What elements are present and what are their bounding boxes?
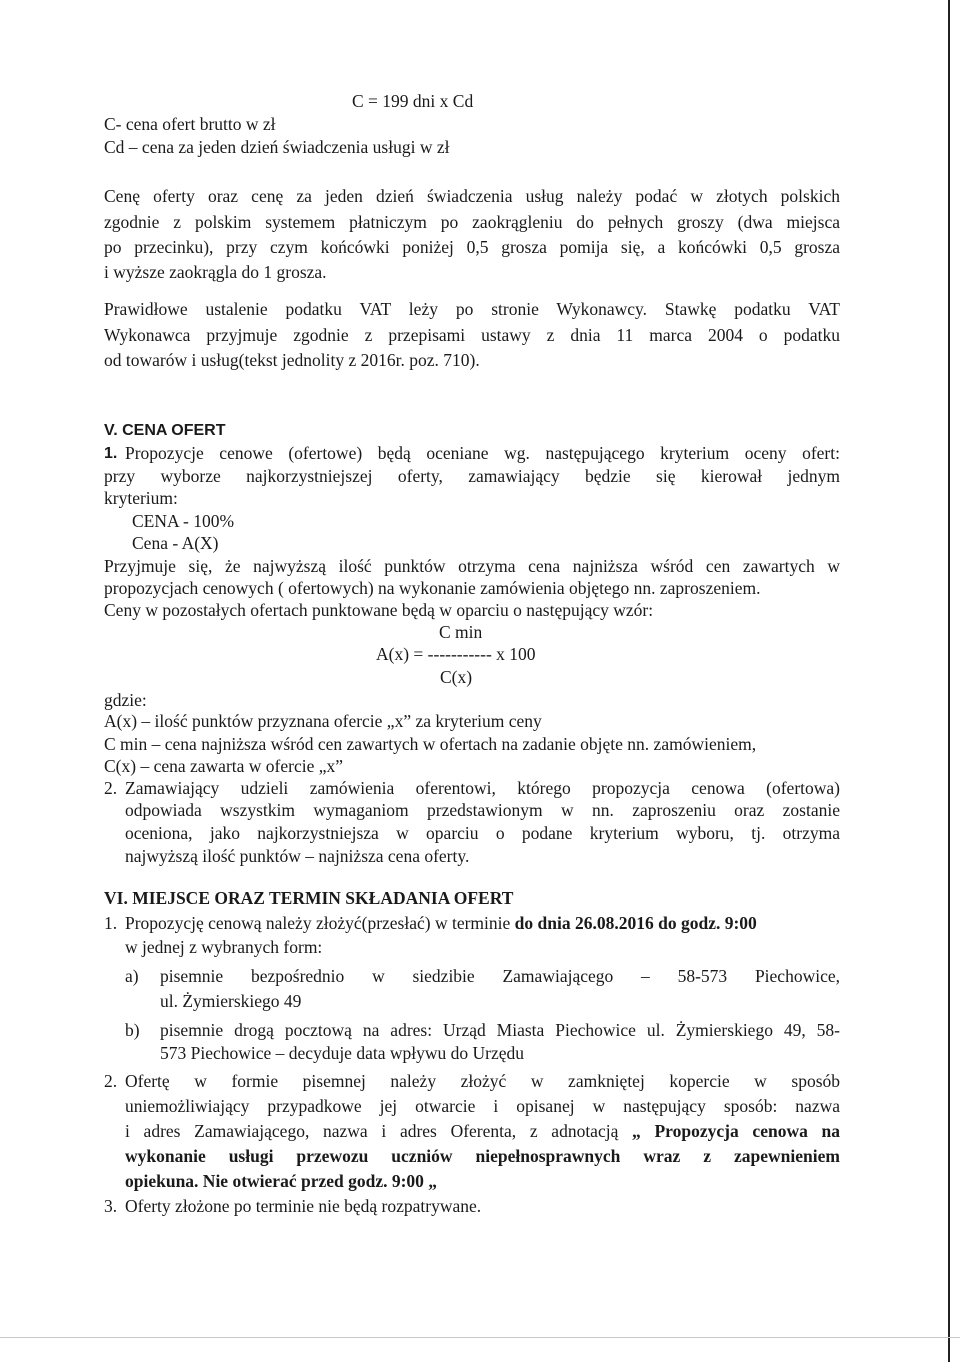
rounding-line-4: i wyższe zaokrągla do 1 grosza. [104,262,327,282]
section-6-item-2-line-3 [125,1120,840,1143]
section-5-item-2-line-4: najwyższą ilość punktów – najniższa cena oferty. [125,846,470,866]
section-6-item-2-number: 2. [104,1071,118,1091]
criteria-cena-100: CENA - 100% [132,511,235,531]
section-6-heading: VI. MIEJSCE ORAZ TERMIN SKŁADANIA OFERT [104,888,514,908]
section-5-heading: V. CENA OFERT [104,422,226,439]
where-label: gdzie: [104,690,147,710]
section-6-item-2-line-5: opiekuna. Nie otwierać przed godz. 9:00 „ [125,1171,438,1191]
formula-denominator: C(x) [440,667,473,687]
section-5-item-2-line-2: odpowiada wszystkim wymaganiom przedstawionym w nn. zaproszeniu oraz zostanie [125,800,840,820]
section-6-item-3-number: 3. [104,1196,118,1216]
section-6-item-2-line-4: wykonanie usługi przewozu uczniów niepełnosprawnych wraz z zapewnieniem [125,1146,840,1166]
points-line-1: Przyjmuje się, że najwyższą ilość punktów otrzyma cena najniższa wśród cen zawartych w [104,556,840,576]
scan-edge-line [948,0,950,1362]
deadline-intro: Propozycję cenową należy złożyć(przesłać) w terminie [125,913,515,933]
vat-line-3: od towarów i usług(tekst jednolity z 2016r. poz. 710). [104,350,480,370]
rounding-line-2: zgodnie z polskim systemem płatniczym po zaokrągleniu do pełnych groszy (dwa miejsca [104,212,840,232]
option-a-label: a) [125,966,139,986]
option-a-line-1: pisemnie bezpośrednio w siedzibie Zamawiającego – 58-573 Piechowice, [160,966,840,986]
section-6-item-1-line-1 [125,912,757,935]
option-b-label: b) [125,1020,140,1040]
option-a-line-2: ul. Żymierskiego 49 [160,991,302,1011]
deadline-date: do dnia 26.08.2016 do godz. 9:00 [514,913,757,933]
option-b-line-2: 573 Piechowice – decyduje data wpływu do Urzędu [160,1043,524,1063]
section-5-item-1-number: 1. [104,445,118,462]
formula-top: C = 199 dni x Cd [352,91,474,111]
section-5-item-2-line-1: Zamawiający udzieli zamówienia oferentowi, którego propozycja cenowa (ofertowa) [125,778,840,798]
points-line-2: propozycjach cenowych ( ofertowych) na wykonanie zamówienia objętego nn. zaproszeniem. [104,578,761,598]
section-5-item-2-line-3: oceniona, jako najkorzystniejsza w oparciu o podane kryterium wyboru, tj. otrzyma [125,823,840,843]
section-6-item-2-line-2: uniemożliwiający przypadkowe jej otwarcie i opisanej w następujący sposób: nazwa [125,1096,840,1116]
legend-ax: A(x) – ilość punktów przyznana ofercie „x” za kryterium ceny [104,711,542,731]
criteria-cena-ax: Cena - A(X) [132,533,219,553]
section-6-item-3-text: Oferty złożone po terminie nie będą rozpatrywane. [125,1196,482,1216]
scan-bottom-line [0,1337,960,1338]
legend-cmin: C min – cena najniższa wśród cen zawartych w ofertach na zadanie objęte nn. zamówieniem, [104,734,757,754]
rounding-line-3: po przecinku), przy czym końcówki poniżej 0,5 grosza pomija się, a końcówki 0,5 grosza [104,237,840,257]
section-6-item-1-line-2: w jednej z wybranych form: [125,937,323,957]
vat-line-2: Wykonawca przyjmuje zgodnie z przepisami ustawy z dnia 11 marca 2004 o podatku [104,325,840,345]
envelope-label-bold-start: „ Propozycja cenowa na [632,1121,841,1141]
legend-cx: C(x) – cena zawarta w ofercie „x” [104,756,344,776]
section-5-item-2-number: 2. [104,778,118,798]
formula-main: A(x) = ----------- x 100 [376,644,536,664]
envelope-label-intro: i adres Zamawiającego, nazwa i adres Oferenta, z adnotacją [125,1121,633,1141]
section-5-item-1-line-3: kryterium: [104,488,178,508]
definition-cd: Cd – cena za jeden dzień świadczenia usługi w zł [104,137,450,157]
vat-line-1: Prawidłowe ustalenie podatku VAT leży po stronie Wykonawcy. Stawkę podatku VAT [104,299,840,319]
section-6-item-1-number: 1. [104,913,118,933]
formula-numerator: C min [439,622,483,642]
section-6-item-2-line-1: Ofertę w formie pisemnej należy złożyć w zamkniętej kopercie w sposób [125,1071,840,1091]
option-b-line-1: pisemnie drogą pocztową na adres: Urząd Miasta Piechowice ul. Żymierskiego 49, 58- [160,1020,840,1040]
rounding-line-1: Cenę oferty oraz cenę za jeden dzień świadczenia usług należy podać w złotych polskich [104,186,840,206]
section-5-item-1-line-2: przy wyborze najkorzystniejszej oferty, zamawiający będzie się kierował jednym [104,466,840,486]
section-5-item-1-line-1: Propozycje cenowe (ofertowe) będą oceniane wg. następującego kryterium oceny ofert: [125,443,840,463]
definition-c: C- cena ofert brutto w zł [104,114,276,134]
points-line-3: Ceny w pozostałych ofertach punktowane będą w oparciu o następujący wzór: [104,600,654,620]
